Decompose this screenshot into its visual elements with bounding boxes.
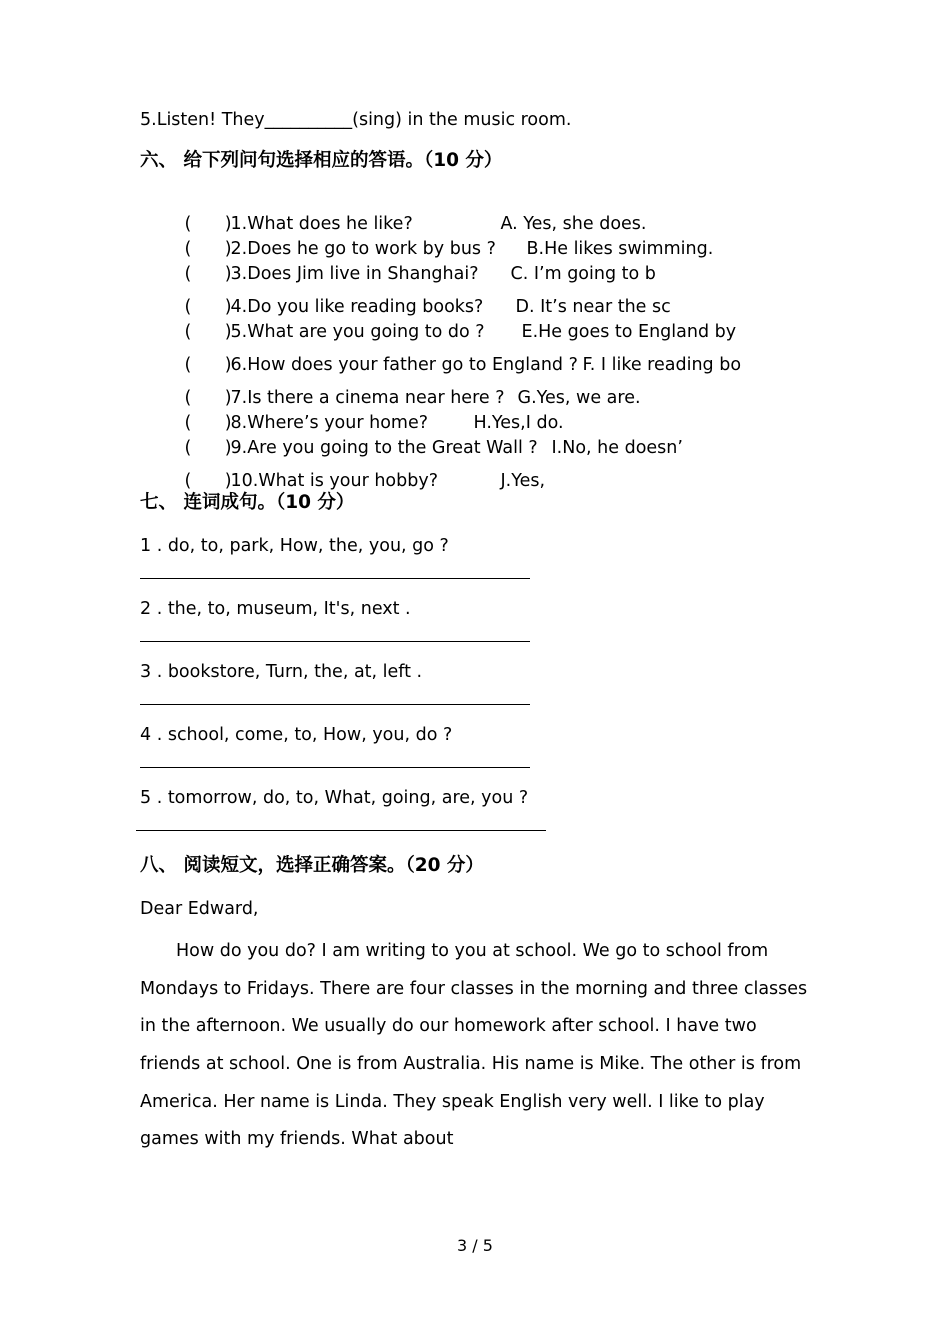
question-text: 4.Do you like reading books? [230,297,484,317]
question-text: 5.What are you going to do ? [230,322,485,342]
sentence-scramble-2: 2 . the, to, museum, It's, next . [140,599,411,619]
page-content [140,110,810,1159]
answer-blank-line-2[interactable] [140,641,530,642]
answer-option: A. Yes, she does. [500,214,647,234]
answer-option: I.No, he doesn’ [551,438,683,458]
sentence-scramble-3: 3 . bookstore, Turn, the, at, left . [140,662,423,682]
answer-blank-line-4[interactable] [140,767,530,768]
answer-paren-4[interactable]: ( ) [184,297,232,317]
table-row [140,194,810,234]
question-text: 9.Are you going to the Great Wall ? [230,438,538,458]
table-row [140,277,810,317]
answer-paren-9[interactable]: ( ) [184,438,232,458]
section-6-heading: 六、 给下列问句选择相应的答语。（10 分） [140,150,503,171]
question-text: 1.What does he like? [230,214,413,234]
answer-paren-7[interactable]: ( ) [184,388,232,408]
question-text: 3.Does Jim live in Shanghai? [230,264,479,284]
answer-option: J.Yes, [500,471,546,491]
answer-option: D. It’s near the sc [515,297,671,317]
section-8-heading: 八、 阅读短文，选择正确答案。（20 分） [140,855,484,876]
answer-option: B.He likes swimming. [526,239,714,259]
table-row [140,451,810,491]
answer-paren-5[interactable]: ( ) [184,322,232,342]
answer-blank-line-5[interactable] [136,830,546,831]
answer-option: F. I like reading bo [582,355,742,375]
question-text: 8.Where’s your home? [230,413,429,433]
answer-option: H.Yes,I do. [473,413,564,433]
table-row [140,335,810,375]
question-text: 6.How does your father go to England ? [230,355,578,375]
answer-paren-3[interactable]: ( ) [184,264,232,284]
answer-paren-10[interactable]: ( ) [184,471,232,491]
question-text: 10.What is your hobby? [230,471,439,491]
answer-blank-line-3[interactable] [140,704,530,705]
table-row [140,302,810,342]
question-5-fill-in: 5.Listen! They__________(sing) in the music room. [140,110,572,130]
sentence-scramble-4: 4 . school, come, to, How, you, do ? [140,725,453,745]
answer-paren-6[interactable]: ( ) [184,355,232,375]
section-7-items [140,536,810,831]
table-row [140,418,810,458]
answer-option: G.Yes, we are. [517,388,641,408]
answer-paren-1[interactable]: ( ) [184,214,232,234]
table-row [140,219,810,259]
answer-option: E.He goes to England by [521,322,737,342]
table-row [140,393,810,433]
reading-passage: How do you do? I am writing to you at school. We go to school from Mondays to Fridays. There are four classes in the morning and three classes in the afternoon. We usually do our homework after school. I have two friends at school. One is from Australia. His name is Mike. The other is from America. Her name is Linda. They speak English very well. I like to play games with my friends. What about [140,941,808,1150]
question-text: 2.Does he go to work by bus ? [230,239,496,259]
sentence-scramble-5: 5 . tomorrow, do, to, What, going, are, you ? [140,788,529,808]
question-text: 7.Is there a cinema near here ? [230,388,505,408]
section-7-heading: 七、 连词成句。（10 分） [140,492,355,513]
sentence-scramble-1: 1 . do, to, park, How, the, you, go ? [140,536,449,556]
answer-blank-line-1[interactable] [140,578,530,579]
answer-paren-8[interactable]: ( ) [184,413,232,433]
answer-option: C. I’m going to b [510,264,656,284]
section-6-matching-list [140,194,810,491]
page-number: 3 / 5 [457,1236,493,1255]
letter-salutation: Dear Edward, [140,899,259,919]
table-row [140,368,810,408]
answer-paren-2[interactable]: ( ) [184,239,232,259]
table-row [140,244,810,284]
